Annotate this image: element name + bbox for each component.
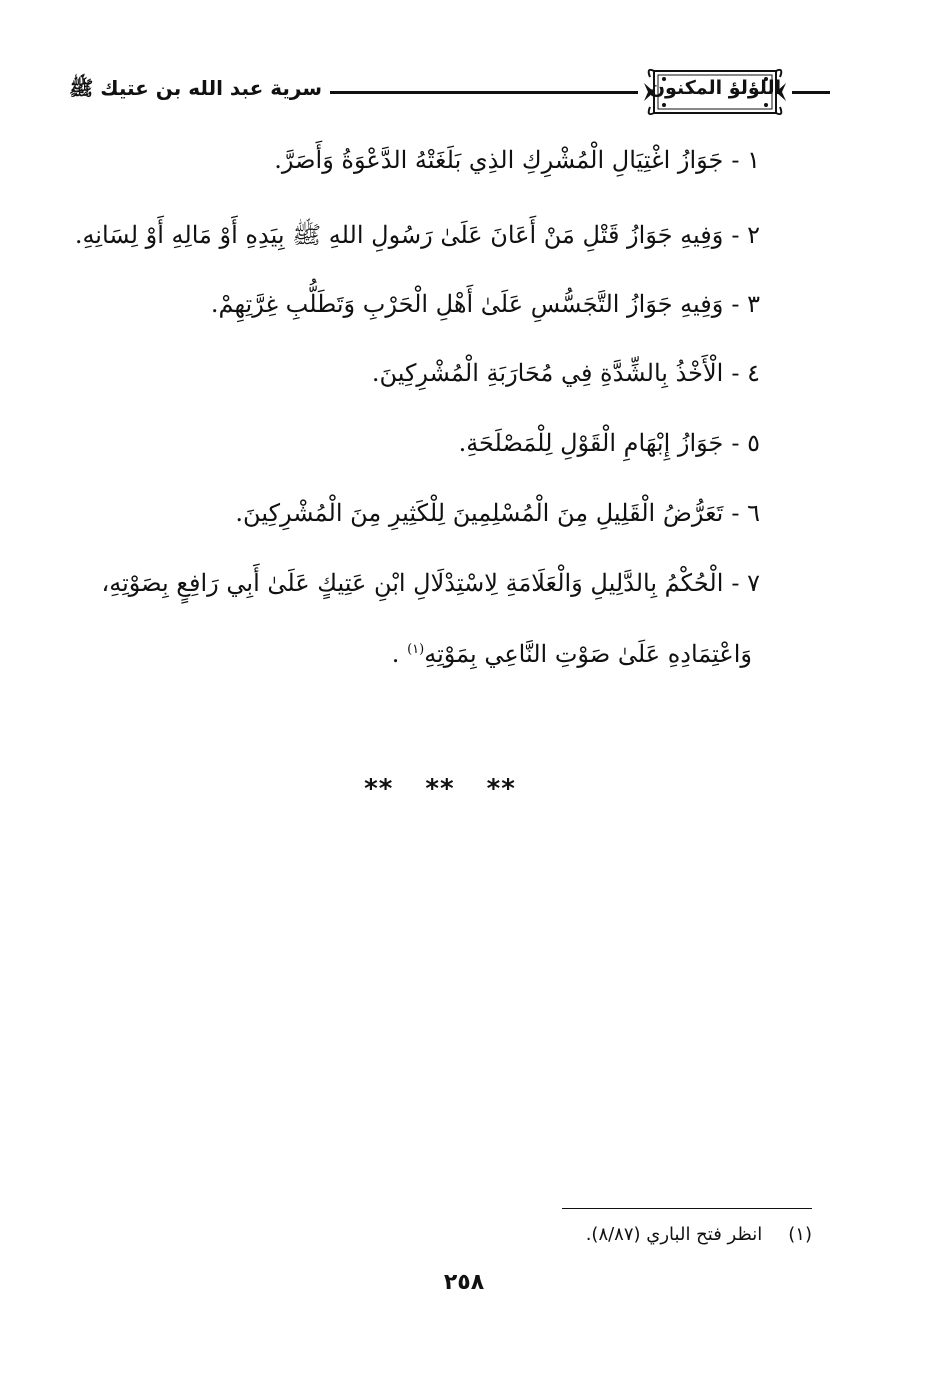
list-item: ٦ -تَعَرُّضُ الْقَلِيلِ مِنَ الْمُسْلِمِينَ لِلْكَثِيرِ مِنَ الْمُشْرِكِينَ. (235, 499, 760, 527)
list-item: ٤ -الْأَخْذُ بِالشِّدَّةِ فِي مُحَارَبَةِ الْمُشْرِكِينَ. (371, 359, 760, 387)
list-item: ١ -جَوَازُ اغْتِيَالِ الْمُشْرِكِ الذِي بَلَغَتْهُ الدَّعْوَةُ وَأَصَرَّ. (274, 146, 760, 174)
footnote-ref: (١) (407, 642, 425, 657)
list-item: ٥ -جَوَازُ إِبْهَامِ الْقَوْلِ لِلْمَصْلَحَةِ. (458, 429, 760, 457)
list-item: ٣ -وَفِيهِ جَوَازُ التَّجَسُّسِ عَلَىٰ أَهْلِ الْحَرْبِ وَتَطَلُّبِ غِرَّتِهِمْ. (210, 290, 760, 318)
section-separator: ** ** ** (364, 774, 516, 804)
page-header (69, 62, 830, 130)
header-rule-left (330, 91, 638, 94)
list-item: ٧ -الْحُكْمُ بِالدَّلِيلِ وَالْعَلَامَةِ لِاسْتِدْلَالِ ابْنِ عَتِيكٍ عَلَىٰ أَبِي رَافِعٍ بِصَوْتِهِ، (101, 569, 760, 597)
running-title: سرية عبد الله بن عتيك ﷺ (69, 76, 322, 100)
footnote-rule (562, 1208, 812, 1209)
book-title: اللؤلؤ المكنون (648, 77, 782, 99)
list-item-continuation: وَاعْتِمَادِهِ عَلَىٰ صَوْتِ النَّاعِي بِمَوْتِهِ$^{(١)}$ . (391, 640, 752, 668)
footnote (586, 1224, 812, 1245)
footnote-number: (١) (788, 1224, 812, 1245)
footnote-text: انظر فتح الباري (٨/٨٧). (585, 1224, 763, 1245)
page-number: ٢٥٨ (443, 1270, 485, 1295)
list-item: ٢ -وَفِيهِ جَوَازُ قَتْلِ مَنْ أَعَانَ عَلَىٰ رَسُولِ اللهِ ﷺ بِيَدِهِ أَوْ مَالِهِ أَوْ لِسَانِهِ. (74, 221, 760, 249)
book-title-ornament (640, 65, 790, 119)
header-rule-right (792, 91, 830, 94)
